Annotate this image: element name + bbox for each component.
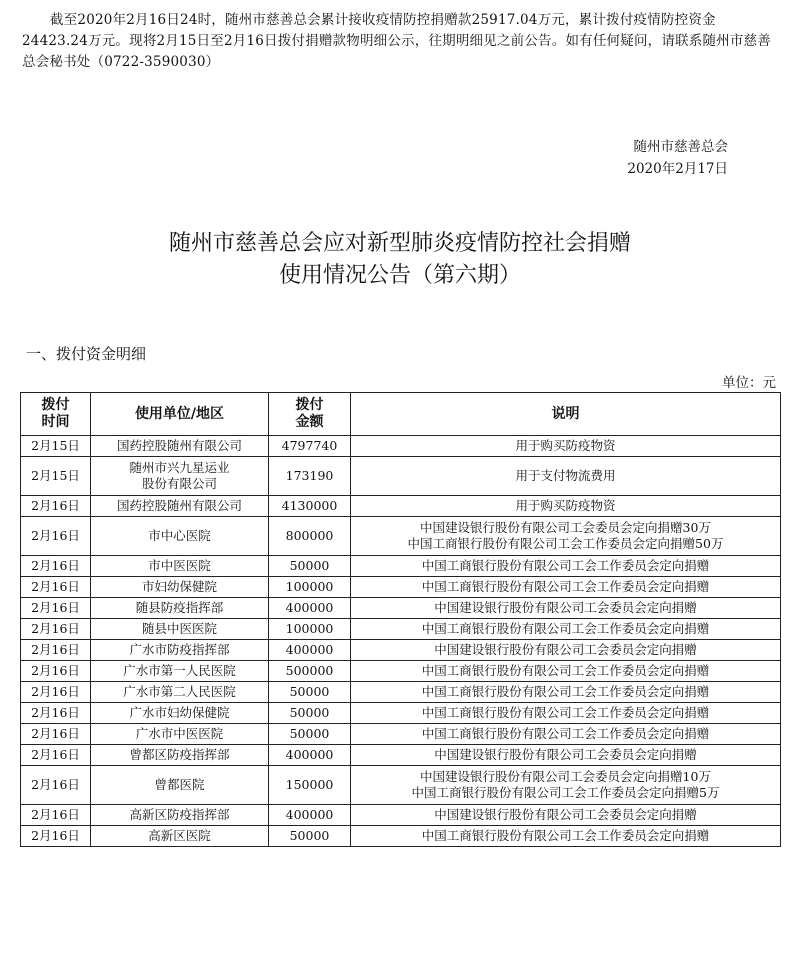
cell-date: 2月16日 [21,805,91,826]
signature-org: 随州市慈善总会 [633,139,728,155]
cell-amount: 400000 [269,805,351,826]
cell-recipient: 广水市妇幼保健院 [91,703,269,724]
cell-date: 2月15日 [21,436,91,457]
cell-note: 中国工商银行股份有限公司工会工作委员会定向捐赠 [351,724,781,745]
table-row [21,805,781,826]
header-date: 拨付 时间 [21,393,91,436]
cell-note: 用于购买防疫物资 [351,496,781,517]
cell-note: 中国工商银行股份有限公司工会工作委员会定向捐赠 [351,682,781,703]
cell-date: 2月16日 [21,517,91,556]
cell-date: 2月16日 [21,640,91,661]
cell-date: 2月16日 [21,598,91,619]
cell-recipient: 曾都区防疫指挥部 [91,745,269,766]
cell-amount: 4130000 [269,496,351,517]
signature-date: 2020年2月17日 [627,161,728,177]
cell-amount: 50000 [269,682,351,703]
cell-recipient: 市中心医院 [91,517,269,556]
cell-recipient: 国药控股随州有限公司 [91,496,269,517]
cell-date: 2月16日 [21,766,91,805]
header-amount: 拨付 金额 [269,393,351,436]
cell-note: 中国建设银行股份有限公司工会委员会定向捐赠 [351,745,781,766]
table-row [21,577,781,598]
cell-recipient: 广水市第二人民医院 [91,682,269,703]
disbursement-table [20,392,781,847]
cell-date: 2月16日 [21,619,91,640]
cell-date: 2月16日 [21,496,91,517]
table-row [21,682,781,703]
table-row [21,598,781,619]
cell-note: 中国工商银行股份有限公司工会工作委员会定向捐赠 [351,556,781,577]
cell-amount: 4797740 [269,436,351,457]
table-row [21,640,781,661]
table-row [21,724,781,745]
table-row [21,661,781,682]
table-row [21,517,781,556]
cell-date: 2月16日 [21,703,91,724]
section-title: 一、拨付资金明细 [26,345,147,363]
unit-label: 单位：元 [722,375,776,391]
table-row [21,457,781,496]
table-row [21,496,781,517]
cell-date: 2月16日 [21,682,91,703]
signature-block [627,136,728,180]
cell-recipient: 随州市兴九星运业 股份有限公司 [91,457,269,496]
cell-recipient: 广水市中医医院 [91,724,269,745]
cell-date: 2月16日 [21,661,91,682]
intro-paragraph [22,10,774,73]
cell-amount: 800000 [269,517,351,556]
cell-date: 2月16日 [21,745,91,766]
table-row [21,619,781,640]
cell-note: 中国建设银行股份有限公司工会委员会定向捐赠 [351,598,781,619]
page-title [0,228,800,292]
table-row [21,703,781,724]
cell-recipient: 广水市防疫指挥部 [91,640,269,661]
cell-amount: 50000 [269,724,351,745]
cell-date: 2月16日 [21,826,91,847]
header-note: 说明 [351,393,781,436]
cell-note: 中国工商银行股份有限公司工会工作委员会定向捐赠 [351,703,781,724]
cell-recipient: 曾都医院 [91,766,269,805]
cell-amount: 173190 [269,457,351,496]
cell-amount: 100000 [269,577,351,598]
cell-date: 2月16日 [21,724,91,745]
cell-amount: 400000 [269,745,351,766]
cell-recipient: 随县中医医院 [91,619,269,640]
cell-note: 中国工商银行股份有限公司工会工作委员会定向捐赠 [351,826,781,847]
cell-note: 中国工商银行股份有限公司工会工作委员会定向捐赠 [351,661,781,682]
cell-note: 中国建设银行股份有限公司工会委员会定向捐赠 [351,805,781,826]
table-row [21,556,781,577]
cell-date: 2月16日 [21,556,91,577]
table-row [21,436,781,457]
cell-recipient: 广水市第一人民医院 [91,661,269,682]
cell-amount: 400000 [269,640,351,661]
cell-note: 中国工商银行股份有限公司工会工作委员会定向捐赠 [351,619,781,640]
cell-amount: 100000 [269,619,351,640]
cell-amount: 400000 [269,598,351,619]
cell-note: 中国建设银行股份有限公司工会委员会定向捐赠30万 中国工商银行股份有限公司工会工作委员会定向捐赠50万 [351,517,781,556]
cell-note: 用于支付物流费用 [351,457,781,496]
table-header-row [21,393,781,436]
cell-note: 中国工商银行股份有限公司工会工作委员会定向捐赠 [351,577,781,598]
table-row [21,826,781,847]
table-row [21,745,781,766]
cell-recipient: 随县防疫指挥部 [91,598,269,619]
page-title-line1: 随州市慈善总会应对新型肺炎疫情防控社会捐赠 [168,231,631,256]
table-row [21,766,781,805]
cell-amount: 50000 [269,703,351,724]
cell-date: 2月16日 [21,577,91,598]
intro-text: 截至2020年2月16日24时，随州市慈善总会累计接收疫情防控捐赠款25917.04万元，累计拨付疫情防控资金24423.24万元。现将2月15日至2月16日拨付捐赠款物明细公示，往期明细见之前公告。如有任何疑问，请联系随州市慈善总会秘书处（0722-3590030） [22,12,771,70]
cell-recipient: 市中医医院 [91,556,269,577]
cell-note: 中国建设银行股份有限公司工会委员会定向捐赠 [351,640,781,661]
cell-date: 2月15日 [21,457,91,496]
cell-recipient: 国药控股随州有限公司 [91,436,269,457]
cell-amount: 500000 [269,661,351,682]
cell-note: 中国建设银行股份有限公司工会委员会定向捐赠10万 中国工商银行股份有限公司工会工作委员会定向捐赠5万 [351,766,781,805]
cell-recipient: 高新区防疫指挥部 [91,805,269,826]
cell-recipient: 市妇幼保健院 [91,577,269,598]
cell-amount: 50000 [269,556,351,577]
cell-note: 用于购买防疫物资 [351,436,781,457]
cell-amount: 150000 [269,766,351,805]
cell-recipient: 高新区医院 [91,826,269,847]
page-title-line2: 使用情况公告（第六期） [278,263,521,288]
cell-amount: 50000 [269,826,351,847]
header-recipient: 使用单位/地区 [91,393,269,436]
